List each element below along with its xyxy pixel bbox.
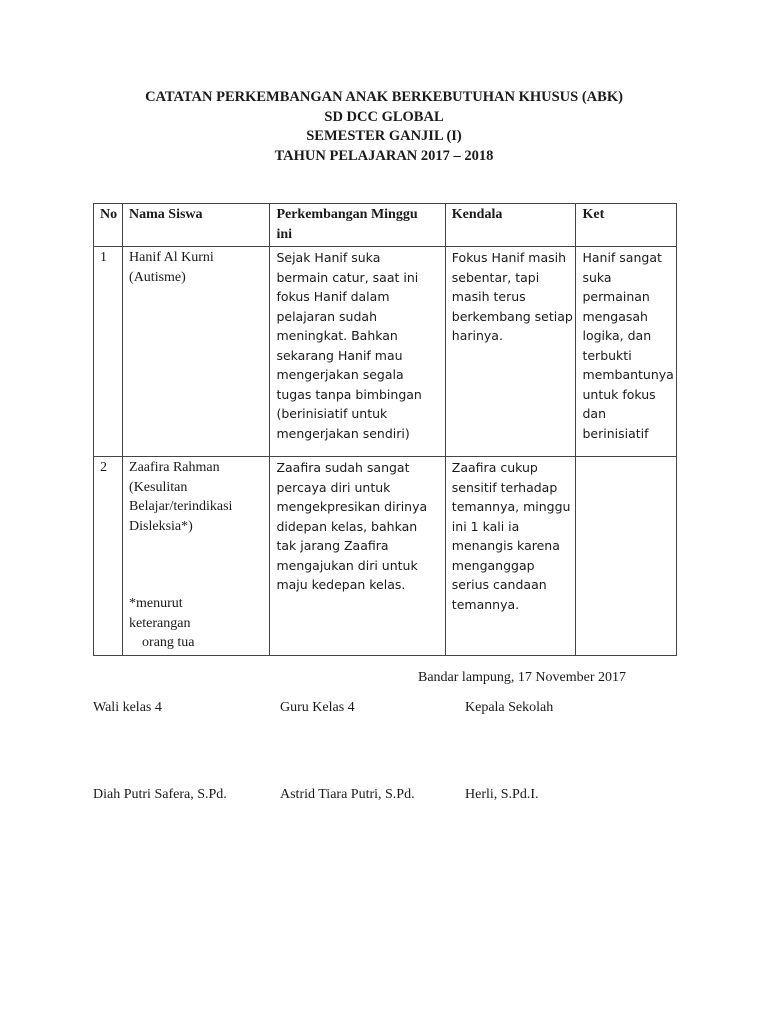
cell-line: (Kesulitan	[129, 479, 188, 495]
spacer	[129, 536, 264, 594]
cell-line: dan	[582, 406, 606, 421]
cell-line: Zaafira Rahman	[129, 460, 220, 475]
document-title	[0, 88, 768, 166]
place-date: Bandar lampung, 17 November 2017	[418, 670, 627, 685]
cell-line: menangis karena	[451, 538, 560, 553]
cell-line: sekarang Hanif mau	[276, 347, 403, 363]
cell-perkembangan	[270, 457, 445, 656]
signature-name-wali-kelas: Diah Putri Safera, S.Pd.	[93, 787, 227, 802]
cell-line: ini 1 kali ia	[451, 518, 520, 534]
cell-line: percaya diri untuk	[276, 479, 391, 495]
cell-line: Zaafira sudah sangat	[276, 460, 410, 475]
cell-line: meningkat. Bahkan	[276, 328, 398, 343]
cell-line: berkembang setiap	[451, 308, 573, 324]
header-nama-siswa: Nama Siswa	[123, 204, 270, 247]
progress-table	[93, 203, 677, 656]
cell-line: logika, dan	[582, 328, 652, 343]
cell-line: Sejak Hanif suka	[276, 250, 381, 265]
note-line: keterangan	[129, 615, 191, 631]
cell-line: (Autisme)	[129, 269, 186, 285]
signature-name-kepala-sekolah: Herli, S.Pd.I.	[465, 787, 539, 802]
cell-line: serius candaan	[451, 577, 547, 592]
cell-line: mengajukan diri untuk	[276, 557, 418, 573]
cell-line: mengerjakan sendiri)	[276, 425, 410, 441]
header-no: No	[94, 204, 123, 247]
cell-nama-siswa	[123, 457, 270, 656]
cell-line: suka	[582, 269, 612, 285]
cell-line: Hanif Al Kurni	[129, 250, 214, 265]
title-line-4: TAHUN PELAJARAN 2017 – 2018	[274, 147, 494, 164]
header-kendala: Kendala	[445, 204, 576, 247]
cell-line: mengerjakan segala	[276, 367, 404, 382]
cell-line: didepan kelas, bahkan	[276, 518, 418, 534]
table-row	[94, 247, 677, 457]
cell-ket	[576, 247, 677, 457]
header-perkembangan-line-2: ini	[276, 226, 293, 242]
cell-line: fokus Hanif dalam	[276, 289, 390, 304]
cell-line: berinisiatif	[582, 425, 649, 441]
note-line: orang tua	[142, 635, 195, 650]
signature-role-guru-kelas: Guru Kelas 4	[280, 700, 355, 715]
title-line-2: SD DCC GLOBAL	[324, 108, 444, 125]
cell-line: temannya, minggu	[451, 499, 571, 514]
cell-no: 1	[94, 247, 123, 457]
cell-line: tugas tanpa bimbingan	[276, 386, 422, 402]
title-line-1: CATATAN PERKEMBANGAN ANAK BERKEBUTUHAN KHUSUS (ABK)	[145, 89, 623, 105]
cell-line: menganggap	[451, 557, 535, 573]
cell-line: sensitif terhadap	[451, 479, 558, 495]
table-row	[94, 457, 677, 656]
cell-line: terbukti	[582, 347, 632, 363]
signature-role-wali-kelas: Wali kelas 4	[93, 700, 162, 715]
cell-line: temannya.	[451, 596, 520, 612]
cell-kendala	[445, 247, 576, 457]
header-perkembangan	[270, 204, 445, 247]
cell-line: Hanif sangat	[582, 250, 662, 265]
cell-line: sebentar, tapi	[451, 269, 540, 285]
header-ket: Ket	[576, 204, 677, 247]
header-perkembangan-line-1: Perkembangan Minggu	[276, 207, 418, 222]
cell-line: bermain catur, saat ini	[276, 269, 419, 285]
cell-line: mengekpresikan dirinya	[276, 499, 428, 514]
cell-line: untuk fokus	[582, 386, 656, 402]
cell-ket	[576, 457, 677, 656]
signature-name-guru-kelas: Astrid Tiara Putri, S.Pd.	[280, 787, 415, 802]
note-line: *menurut	[129, 596, 183, 611]
cell-line: membantunya	[582, 367, 674, 382]
cell-line: masih terus	[451, 289, 526, 304]
cell-no: 2	[94, 457, 123, 656]
table-header-row	[94, 204, 677, 247]
cell-line: tak jarang Zaafira	[276, 538, 389, 553]
cell-line: Disleksia*)	[129, 518, 193, 534]
cell-line: Belajar/terindikasi	[129, 499, 233, 514]
signature-role-kepala-sekolah: Kepala Sekolah	[465, 700, 554, 715]
cell-nama-siswa	[123, 247, 270, 457]
cell-line: permainan	[582, 289, 650, 304]
cell-line: Fokus Hanif masih	[451, 250, 567, 265]
title-line-3: SEMESTER GANJIL (I)	[306, 128, 462, 144]
cell-line: Zaafira cukup	[451, 460, 538, 475]
cell-line: pelajaran sudah	[276, 308, 377, 324]
cell-line: mengasah	[582, 308, 648, 324]
cell-line: maju kedepan kelas.	[276, 577, 406, 592]
cell-line: (berinisiatif untuk	[276, 406, 388, 421]
cell-perkembangan	[270, 247, 445, 457]
cell-kendala	[445, 457, 576, 656]
cell-line: harinya.	[451, 328, 503, 343]
